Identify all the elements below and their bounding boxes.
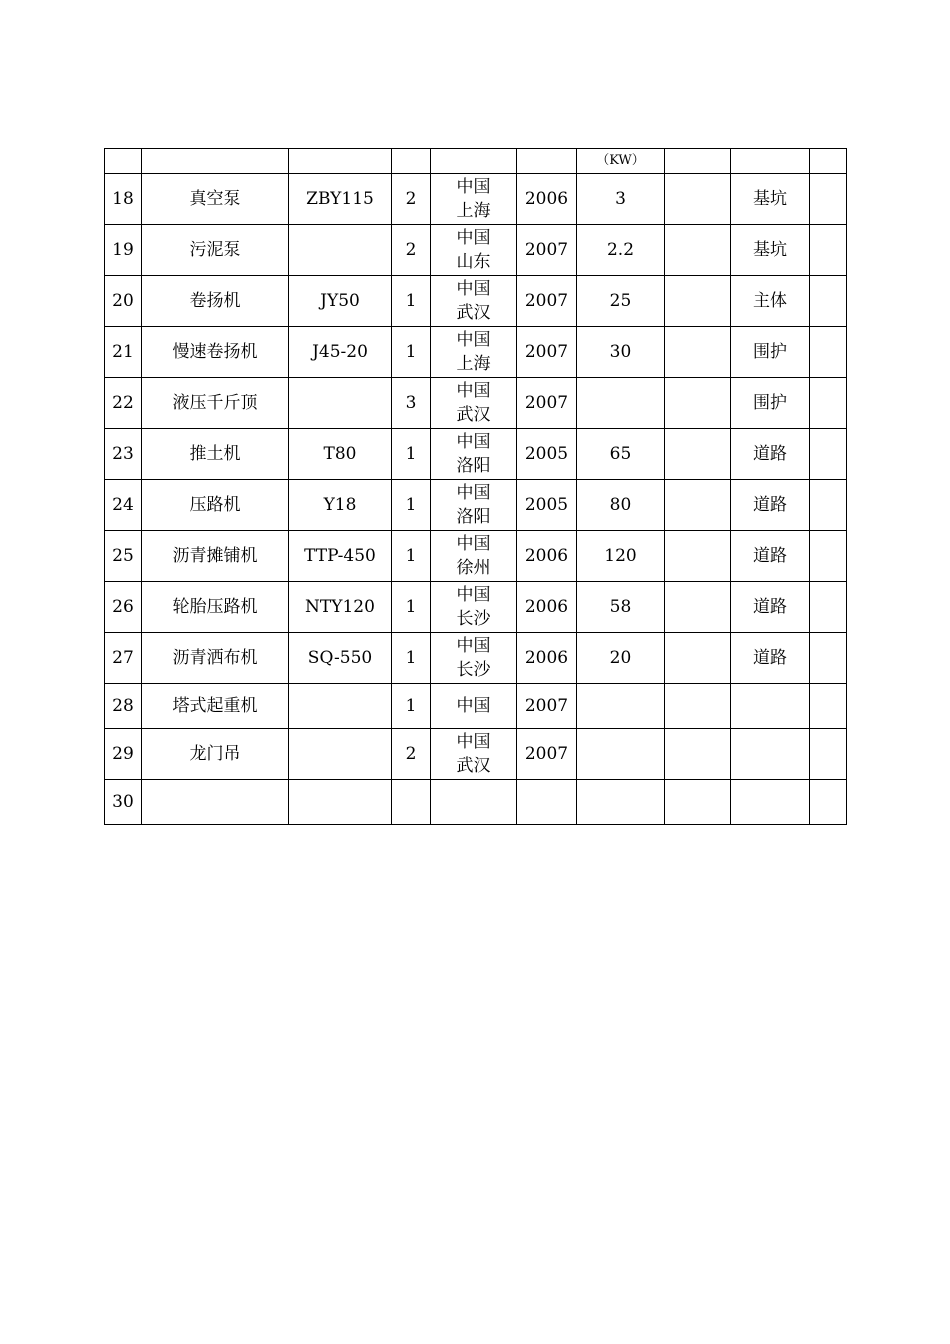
cell-model: NTY120 [289,582,392,633]
cell-power: 120 [577,531,665,582]
cell-year: 2006 [517,582,577,633]
cell-name [142,780,289,825]
cell-power: 25 [577,276,665,327]
origin-country: 中国 [456,279,491,299]
cell-year: 2007 [517,729,577,780]
cell-model: Y18 [289,480,392,531]
cell-no: 18 [105,174,142,225]
cell-year: 2007 [517,378,577,429]
cell-origin [431,729,517,780]
origin-city: 武汉 [456,405,491,425]
cell-use: 主体 [731,276,810,327]
cell-extra [665,225,731,276]
cell-model: ZBY115 [289,174,392,225]
cell-name: 沥青摊铺机 [142,531,289,582]
origin-country: 中国 [456,177,491,197]
cell-name: 污泥泵 [142,225,289,276]
cell-extra [665,684,731,729]
cell-origin [431,429,517,480]
table-row [105,480,847,531]
origin-country: 中国 [456,696,491,716]
cell-name: 卷扬机 [142,276,289,327]
cell-remark [810,225,847,276]
cell-year: 2007 [517,276,577,327]
equipment-table [104,148,847,825]
cell-extra [665,582,731,633]
cell-no [105,149,142,174]
cell-year: 2005 [517,480,577,531]
cell-remark [810,729,847,780]
cell-extra [665,429,731,480]
cell-qty [392,149,431,174]
cell-power: 30 [577,327,665,378]
table-body [105,149,847,825]
cell-remark [810,378,847,429]
cell-name: 压路机 [142,480,289,531]
cell-origin [431,276,517,327]
cell-year: 2007 [517,225,577,276]
cell-use [731,780,810,825]
cell-qty: 1 [392,276,431,327]
cell-origin [431,684,517,729]
cell-qty: 1 [392,531,431,582]
origin-country: 中国 [456,330,491,350]
cell-model: TTP-450 [289,531,392,582]
cell-model [289,378,392,429]
cell-qty: 1 [392,582,431,633]
cell-power: 80 [577,480,665,531]
cell-qty: 1 [392,480,431,531]
origin-country: 中国 [456,228,491,248]
cell-remark [810,429,847,480]
cell-extra [665,780,731,825]
cell-qty: 2 [392,174,431,225]
cell-power: 58 [577,582,665,633]
cell-name: 轮胎压路机 [142,582,289,633]
origin-country: 中国 [456,636,491,656]
cell-qty: 1 [392,684,431,729]
table-row [105,729,847,780]
table-row [105,327,847,378]
cell-qty: 2 [392,225,431,276]
cell-year [517,780,577,825]
origin-city: 长沙 [456,609,491,629]
cell-remark [810,174,847,225]
cell-use: 基坑 [731,174,810,225]
cell-extra [665,378,731,429]
table-row [105,225,847,276]
cell-power: 20 [577,633,665,684]
cell-remark [810,684,847,729]
cell-no: 21 [105,327,142,378]
origin-city: 上海 [456,201,491,221]
cell-year: 2007 [517,327,577,378]
cell-year: 2005 [517,429,577,480]
cell-year: 2007 [517,684,577,729]
cell-no: 30 [105,780,142,825]
cell-remark [810,276,847,327]
origin-city: 山东 [456,252,491,272]
cell-power-unit: （KW） [577,149,665,174]
origin-country: 中国 [456,432,491,452]
cell-origin [431,174,517,225]
table-row [105,429,847,480]
cell-year: 2006 [517,633,577,684]
cell-extra [665,327,731,378]
cell-year: 2006 [517,531,577,582]
origin-city: 洛阳 [456,507,491,527]
cell-use [731,149,810,174]
cell-no: 26 [105,582,142,633]
cell-extra [665,729,731,780]
cell-power [577,780,665,825]
origin-country: 中国 [456,732,491,752]
cell-remark [810,582,847,633]
cell-extra [665,531,731,582]
cell-use [731,729,810,780]
cell-name: 液压千斤顶 [142,378,289,429]
table-row [105,780,847,825]
cell-origin [431,582,517,633]
cell-origin [431,149,517,174]
cell-qty: 1 [392,429,431,480]
cell-qty: 2 [392,729,431,780]
cell-model: SQ-550 [289,633,392,684]
table-row [105,582,847,633]
cell-remark [810,633,847,684]
cell-no: 27 [105,633,142,684]
cell-power [577,378,665,429]
cell-use: 道路 [731,531,810,582]
cell-name: 沥青洒布机 [142,633,289,684]
cell-power: 3 [577,174,665,225]
cell-no: 19 [105,225,142,276]
cell-remark [810,780,847,825]
cell-origin [431,327,517,378]
cell-use: 道路 [731,633,810,684]
cell-year [517,149,577,174]
cell-extra [665,480,731,531]
cell-remark [810,480,847,531]
cell-extra [665,633,731,684]
origin-country: 中国 [456,483,491,503]
table-row [105,531,847,582]
origin-country: 中国 [456,381,491,401]
cell-model [289,149,392,174]
cell-no: 22 [105,378,142,429]
cell-power [577,729,665,780]
cell-use: 围护 [731,327,810,378]
cell-origin [431,378,517,429]
cell-year: 2006 [517,174,577,225]
cell-model [289,225,392,276]
cell-use: 围护 [731,378,810,429]
table-row [105,633,847,684]
cell-name: 塔式起重机 [142,684,289,729]
cell-qty: 1 [392,633,431,684]
cell-use: 道路 [731,480,810,531]
cell-model [289,684,392,729]
cell-model: JY50 [289,276,392,327]
cell-power [577,684,665,729]
table-row [105,174,847,225]
cell-remark [810,149,847,174]
cell-model [289,780,392,825]
cell-no: 20 [105,276,142,327]
cell-extra [665,149,731,174]
table-row [105,684,847,729]
origin-city: 洛阳 [456,456,491,476]
cell-use [731,684,810,729]
cell-origin [431,780,517,825]
cell-model [289,729,392,780]
cell-extra [665,174,731,225]
cell-origin [431,480,517,531]
cell-no: 25 [105,531,142,582]
cell-remark [810,327,847,378]
cell-no: 28 [105,684,142,729]
origin-city: 长沙 [456,660,491,680]
table-row [105,378,847,429]
cell-origin [431,633,517,684]
cell-name [142,149,289,174]
cell-no: 24 [105,480,142,531]
origin-city: 徐州 [456,558,491,578]
cell-qty: 3 [392,378,431,429]
cell-name: 推土机 [142,429,289,480]
cell-model: J45-20 [289,327,392,378]
cell-name: 慢速卷扬机 [142,327,289,378]
origin-city: 武汉 [456,303,491,323]
cell-origin [431,225,517,276]
cell-power: 2.2 [577,225,665,276]
cell-remark [810,531,847,582]
cell-power: 65 [577,429,665,480]
cell-model: T80 [289,429,392,480]
origin-city: 武汉 [456,756,491,776]
cell-name: 龙门吊 [142,729,289,780]
cell-origin [431,531,517,582]
cell-qty: 1 [392,327,431,378]
cell-use: 基坑 [731,225,810,276]
cell-use: 道路 [731,429,810,480]
cell-extra [665,276,731,327]
cell-qty [392,780,431,825]
table-row [105,276,847,327]
origin-country: 中国 [456,585,491,605]
cell-use: 道路 [731,582,810,633]
origin-city: 上海 [456,354,491,374]
cell-no: 29 [105,729,142,780]
table-header-continuation-row [105,149,847,174]
cell-name: 真空泵 [142,174,289,225]
origin-country: 中国 [456,534,491,554]
cell-no: 23 [105,429,142,480]
